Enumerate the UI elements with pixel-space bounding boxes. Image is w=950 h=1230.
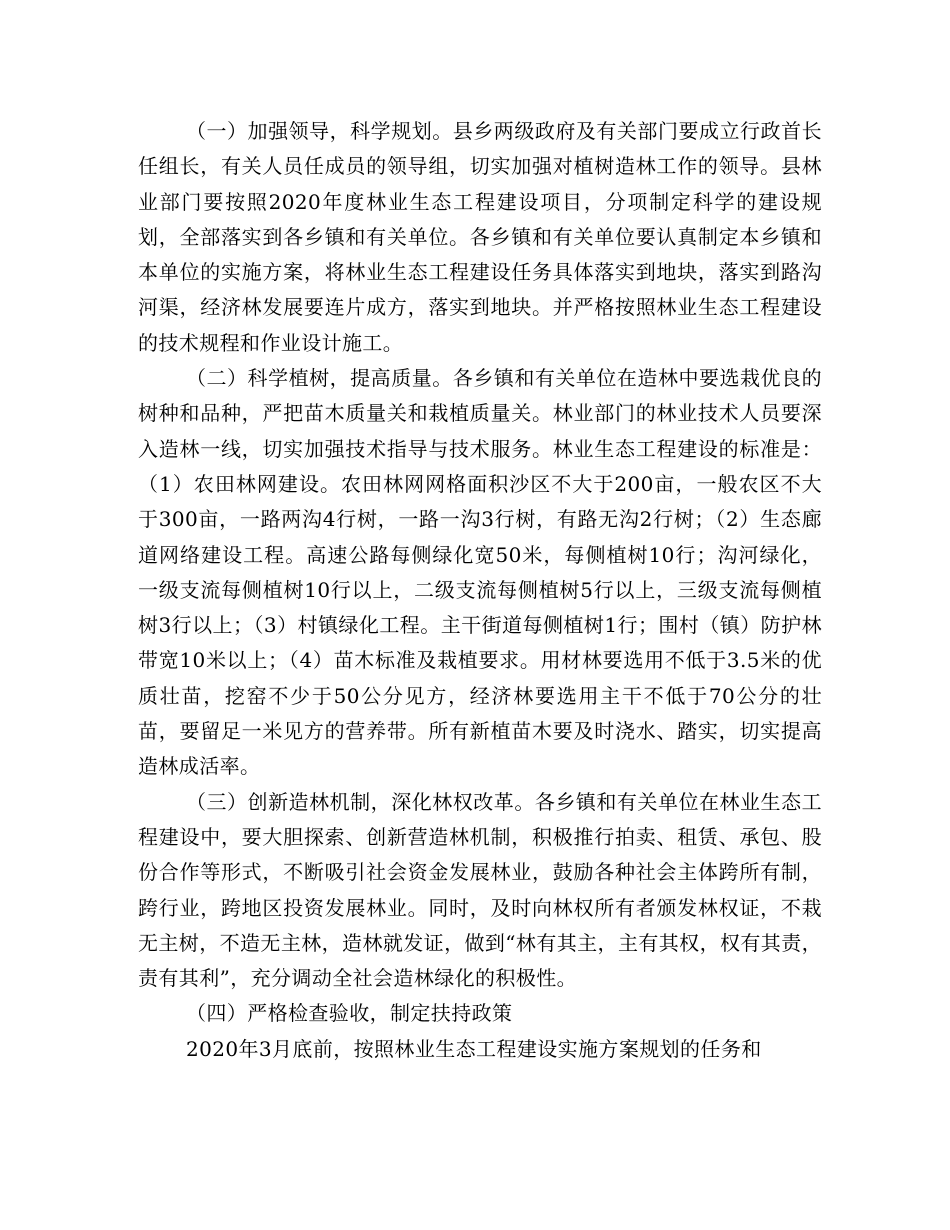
- paragraph-deadline: 2020年3月底前，按照林业生态工程建设实施方案规划的任务和: [186, 1036, 762, 1061]
- paragraph-inspection-heading: （四）严格检查验收，制定扶持政策: [186, 1001, 513, 1026]
- paragraph-strengthen-leadership: （一）加强领导，科学规划。县乡两级政府及有关部门要成立行政首长任组长，有关人员任成员的领导组，切实加强对植树造林工作的领导。县林业部门要按照2020年度林业生态工程建设项目，分项制定科学的建设规划，全部落实到各乡镇和有关单位。各乡镇和有关单位要认真制定本乡镇和本单位的实施方案，将林业生态工程建设任务具体落实到地块，落实到路沟河渠，经济林发展要连片成方，落实到地块。并严格按照林业生态工程建设的技术规程和作业设计施工。: [138, 119, 822, 355]
- paragraph-scientific-planting: （二）科学植树，提高质量。各乡镇和有关单位在造林中要选栽优良的树种和品种，严把苗木质量关和栽植质量关。林业部门的林业技术人员要深入造林一线，切实加强技术指导与技术服务。林业生态工程建设的标准是：（1）农田林网建设。农田林网网格面积沙区不大于200亩，一般农区不大于300亩，一路两沟4行树，一路一沟3行树，有路无沟2行树；（2）生态廊道网络建设工程。高速公路每侧绿化宽50米，每侧植树10行；沟河绿化，一级支流每侧植树10行以上，二级支流每侧植树5行以上，三级支流每侧植树3行以上；（3）村镇绿化工程。主干街道每侧植树1行；围村（镇）防护林带宽10米以上；（4）苗木标准及栽植要求。用材林要选用不低于3.5米的优质壮苗，挖窑不少于50公分见方，经济林要选用主干不低于70公分的壮苗，要留足一米见方的营养带。所有新植苗木要及时浇水、踏实，切实提高造林成活率。: [138, 366, 822, 779]
- paragraph-forest-rights-reform: （三）创新造林机制，深化林权改革。各乡镇和有关单位在林业生态工程建设中，要大胆探索、创新营造林机制，积极推行拍卖、租赁、承包、股份合作等形式，不断吸引社会资金发展林业，鼓励各种社会主体跨所有制，跨行业，跨地区投资发展林业。同时，及时向林权所有者颁发林权证，不栽无主树，不造无主林，造林就发证，做到“林有其主，主有其权，权有其责，责有其利”，充分调动全社会造林绿化的积极性。: [138, 789, 822, 991]
- body-text: [138, 114, 822, 1067]
